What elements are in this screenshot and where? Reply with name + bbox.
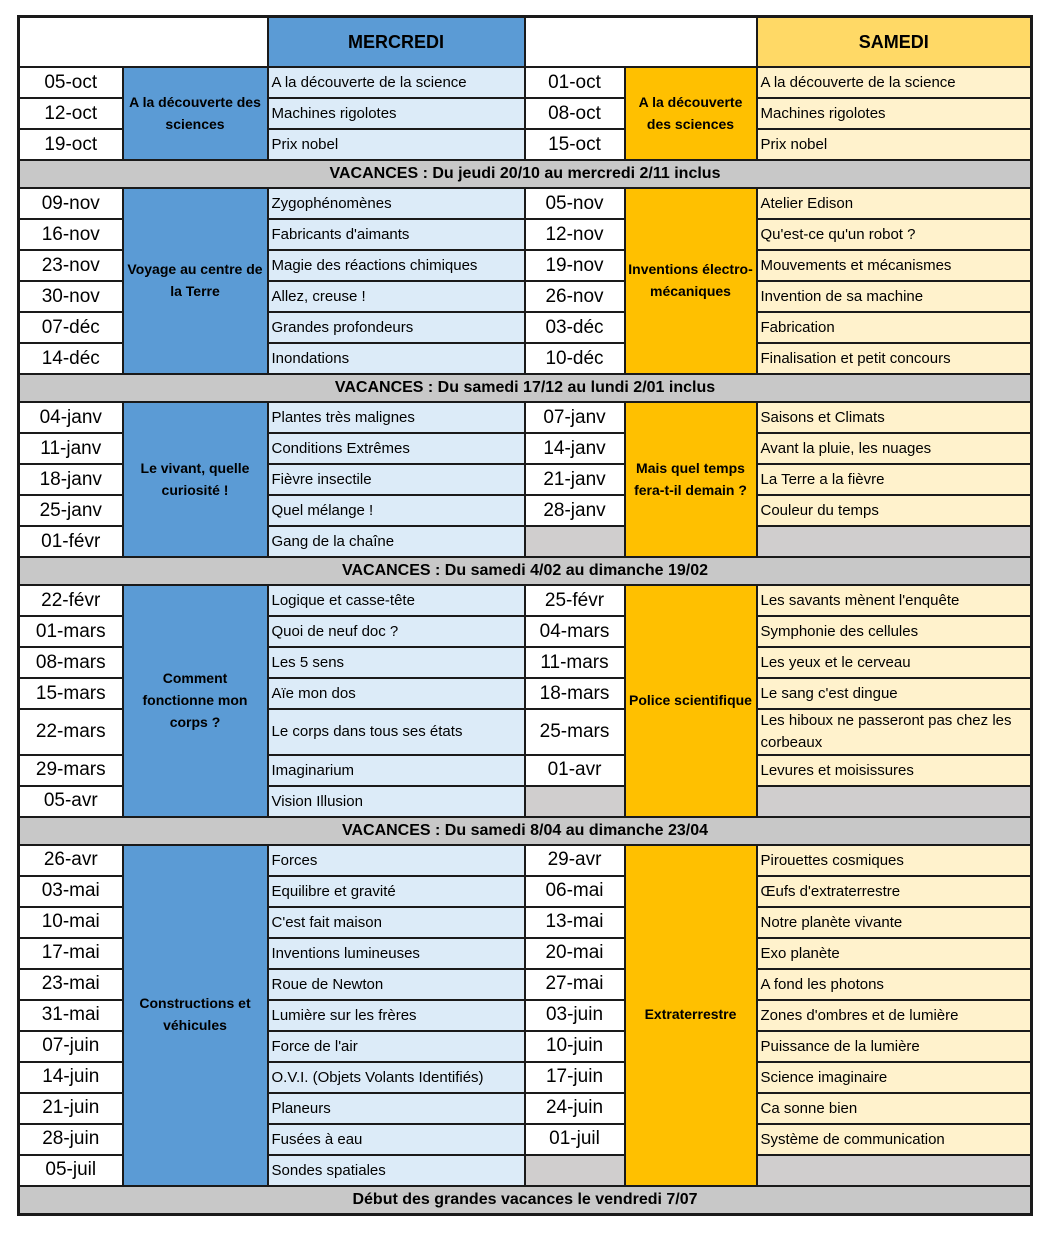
wednesday-topic: Les 5 sens xyxy=(268,647,525,678)
wednesday-date: 25-janv xyxy=(19,495,123,526)
saturday-theme xyxy=(625,67,757,160)
schedule-body xyxy=(19,17,1032,1215)
saturday-topic: Les yeux et le cerveau xyxy=(757,647,1032,678)
vacances-banner: VACANCES : Du samedi 8/04 au dimanche 23/04 xyxy=(19,817,1032,845)
wednesday-date: 08-mars xyxy=(19,647,123,678)
wednesday-date: 14-déc xyxy=(19,343,123,374)
header-mercredi: MERCREDI xyxy=(268,17,525,68)
saturday-date: 12-nov xyxy=(525,219,625,250)
empty-cell xyxy=(525,526,625,557)
saturday-date: 03-juin xyxy=(525,1000,625,1031)
empty-cell xyxy=(757,1155,1032,1186)
empty-cell xyxy=(757,786,1032,817)
wednesday-topic: Fabricants d'aimants xyxy=(268,219,525,250)
wednesday-theme xyxy=(123,67,268,160)
wednesday-topic: Aïe mon dos xyxy=(268,678,525,709)
wednesday-topic: Equilibre et gravité xyxy=(268,876,525,907)
saturday-date: 17-juin xyxy=(525,1062,625,1093)
saturday-date: 05-nov xyxy=(525,188,625,219)
wednesday-theme-label: A la découverte des sciences xyxy=(129,93,261,132)
wednesday-topic: Imaginarium xyxy=(268,755,525,786)
wednesday-date: 18-janv xyxy=(19,464,123,495)
wednesday-date: 01-févr xyxy=(19,526,123,557)
saturday-topic: Avant la pluie, les nuages xyxy=(757,433,1032,464)
saturday-theme-label: Extraterrestre xyxy=(644,1006,737,1023)
saturday-topic: Qu'est-ce qu'un robot ? xyxy=(757,219,1032,250)
wednesday-topic: Quel mélange ! xyxy=(268,495,525,526)
saturday-date: 13-mai xyxy=(525,907,625,938)
wednesday-theme-label: Voyage au centre de la Terre xyxy=(127,261,263,299)
saturday-topic: Prix nobel xyxy=(757,129,1032,160)
saturday-theme xyxy=(625,845,757,1186)
saturday-topic: Système de communication xyxy=(757,1124,1032,1155)
wednesday-topic: C'est fait maison xyxy=(268,907,525,938)
saturday-theme-label: Mais quel temps fera-t-il demain ? xyxy=(634,459,747,498)
vacances-row xyxy=(19,160,1032,188)
saturday-topic: Levures et moisissures xyxy=(757,755,1032,786)
wednesday-topic: Forces xyxy=(268,845,525,876)
saturday-theme-label: Police scientifique xyxy=(629,691,752,708)
saturday-date: 10-juin xyxy=(525,1031,625,1062)
saturday-topic: Puissance de la lumière xyxy=(757,1031,1032,1062)
wednesday-date: 23-mai xyxy=(19,969,123,1000)
vacances-banner: Début des grandes vacances le vendredi 7/07 xyxy=(19,1186,1032,1215)
saturday-date: 19-nov xyxy=(525,250,625,281)
wednesday-date: 23-nov xyxy=(19,250,123,281)
table-row xyxy=(19,845,1032,876)
wednesday-date: 03-mai xyxy=(19,876,123,907)
saturday-date: 11-mars xyxy=(525,647,625,678)
wednesday-topic: Force de l'air xyxy=(268,1031,525,1062)
schedule-table xyxy=(17,15,1033,1216)
wednesday-date: 30-nov xyxy=(19,281,123,312)
wednesday-topic: Conditions Extrêmes xyxy=(268,433,525,464)
wednesday-date: 16-nov xyxy=(19,219,123,250)
table-row xyxy=(19,67,1032,98)
wednesday-theme xyxy=(123,402,268,557)
saturday-topic: Mouvements et mécanismes xyxy=(757,250,1032,281)
saturday-topic: Invention de sa machine xyxy=(757,281,1032,312)
wednesday-topic: Inondations xyxy=(268,343,525,374)
wednesday-topic: A la découverte de la science xyxy=(268,67,525,98)
wednesday-topic: Prix nobel xyxy=(268,129,525,160)
saturday-topic: Science imaginaire xyxy=(757,1062,1032,1093)
header-blank-right xyxy=(525,17,757,68)
wednesday-date: 05-oct xyxy=(19,67,123,98)
wednesday-topic: Inventions lumineuses xyxy=(268,938,525,969)
saturday-date: 29-avr xyxy=(525,845,625,876)
saturday-date: 20-mai xyxy=(525,938,625,969)
wednesday-date: 10-mai xyxy=(19,907,123,938)
saturday-date: 26-nov xyxy=(525,281,625,312)
saturday-topic: Zones d'ombres et de lumière xyxy=(757,1000,1032,1031)
wednesday-theme xyxy=(123,585,268,817)
empty-cell xyxy=(525,786,625,817)
wednesday-topic: Allez, creuse ! xyxy=(268,281,525,312)
saturday-topic: Finalisation et petit concours xyxy=(757,343,1032,374)
wednesday-topic: Planeurs xyxy=(268,1093,525,1124)
wednesday-date: 15-mars xyxy=(19,678,123,709)
vacances-banner: VACANCES : Du samedi 17/12 au lundi 2/01 inclus xyxy=(19,374,1032,402)
saturday-date: 04-mars xyxy=(525,616,625,647)
table-row xyxy=(19,188,1032,219)
wednesday-date: 01-mars xyxy=(19,616,123,647)
wednesday-topic: Gang de la chaîne xyxy=(268,526,525,557)
header-row xyxy=(19,17,1032,68)
saturday-date: 25-févr xyxy=(525,585,625,616)
vacances-row xyxy=(19,817,1032,845)
saturday-date: 07-janv xyxy=(525,402,625,433)
wednesday-date: 26-avr xyxy=(19,845,123,876)
wednesday-topic: Magie des réactions chimiques xyxy=(268,250,525,281)
saturday-topic: Notre planète vivante xyxy=(757,907,1032,938)
saturday-date: 14-janv xyxy=(525,433,625,464)
saturday-topic: Œufs d'extraterrestre xyxy=(757,876,1032,907)
wednesday-date: 07-déc xyxy=(19,312,123,343)
saturday-topic: Les savants mènent l'enquête xyxy=(757,585,1032,616)
vacances-row xyxy=(19,1186,1032,1215)
wednesday-theme-label: Comment fonctionne mon corps ? xyxy=(142,670,248,730)
wednesday-topic: O.V.I. (Objets Volants Identifiés) xyxy=(268,1062,525,1093)
saturday-date: 01-avr xyxy=(525,755,625,786)
wednesday-topic: Vision Illusion xyxy=(268,786,525,817)
saturday-date: 01-oct xyxy=(525,67,625,98)
wednesday-theme xyxy=(123,845,268,1186)
saturday-topic: Machines rigolotes xyxy=(757,98,1032,129)
wednesday-topic: Fièvre insectile xyxy=(268,464,525,495)
wednesday-date: 12-oct xyxy=(19,98,123,129)
saturday-theme-label: A la découverte des sciences xyxy=(638,93,743,132)
wednesday-date: 22-févr xyxy=(19,585,123,616)
header-blank-left xyxy=(19,17,268,68)
wednesday-date: 05-juil xyxy=(19,1155,123,1186)
empty-cell xyxy=(525,1155,625,1186)
saturday-date: 21-janv xyxy=(525,464,625,495)
saturday-topic: A fond les photons xyxy=(757,969,1032,1000)
saturday-topic: Saisons et Climats xyxy=(757,402,1032,433)
wednesday-topic: Grandes profondeurs xyxy=(268,312,525,343)
wednesday-date: 17-mai xyxy=(19,938,123,969)
wednesday-topic: Logique et casse-tête xyxy=(268,585,525,616)
wednesday-topic: Fusées à eau xyxy=(268,1124,525,1155)
wednesday-date: 22-mars xyxy=(19,709,123,755)
wednesday-date: 19-oct xyxy=(19,129,123,160)
table-row xyxy=(19,585,1032,616)
wednesday-topic: Roue de Newton xyxy=(268,969,525,1000)
wednesday-date: 31-mai xyxy=(19,1000,123,1031)
wednesday-theme xyxy=(123,188,268,374)
saturday-date: 08-oct xyxy=(525,98,625,129)
vacances-row xyxy=(19,374,1032,402)
saturday-topic: Fabrication xyxy=(757,312,1032,343)
saturday-topic: Exo planète xyxy=(757,938,1032,969)
wednesday-topic: Quoi de neuf doc ? xyxy=(268,616,525,647)
saturday-date: 15-oct xyxy=(525,129,625,160)
saturday-topic: Le sang c'est dingue xyxy=(757,678,1032,709)
vacances-banner: VACANCES : Du jeudi 20/10 au mercredi 2/11 inclus xyxy=(19,160,1032,188)
wednesday-date: 28-juin xyxy=(19,1124,123,1155)
wednesday-theme-label: Constructions et véhicules xyxy=(139,995,251,1033)
wednesday-date: 14-juin xyxy=(19,1062,123,1093)
wednesday-topic: Zygophénomènes xyxy=(268,188,525,219)
saturday-date: 06-mai xyxy=(525,876,625,907)
wednesday-topic: Sondes spatiales xyxy=(268,1155,525,1186)
wednesday-date: 29-mars xyxy=(19,755,123,786)
table-row xyxy=(19,402,1032,433)
saturday-topic: Atelier Edison xyxy=(757,188,1032,219)
saturday-theme xyxy=(625,402,757,557)
saturday-date: 01-juil xyxy=(525,1124,625,1155)
saturday-topic: Symphonie des cellules xyxy=(757,616,1032,647)
vacances-row xyxy=(19,557,1032,585)
saturday-date: 24-juin xyxy=(525,1093,625,1124)
saturday-topic: A la découverte de la science xyxy=(757,67,1032,98)
vacances-banner: VACANCES : Du samedi 4/02 au dimanche 19/02 xyxy=(19,557,1032,585)
saturday-topic: La Terre a la fièvre xyxy=(757,464,1032,495)
wednesday-topic: Le corps dans tous ses états xyxy=(268,709,525,755)
header-samedi: SAMEDI xyxy=(757,17,1032,68)
wednesday-date: 09-nov xyxy=(19,188,123,219)
wednesday-topic: Plantes très malignes xyxy=(268,402,525,433)
wednesday-date: 07-juin xyxy=(19,1031,123,1062)
saturday-topic: Couleur du temps xyxy=(757,495,1032,526)
saturday-date: 10-déc xyxy=(525,343,625,374)
empty-cell xyxy=(757,526,1032,557)
wednesday-date: 11-janv xyxy=(19,433,123,464)
saturday-date: 03-déc xyxy=(525,312,625,343)
saturday-topic: Les hiboux ne passeront pas chez les corbeaux xyxy=(757,709,1032,755)
wednesday-theme-label: Le vivant, quelle curiosité ! xyxy=(140,459,250,498)
saturday-theme-label: Inventions électro-mécaniques xyxy=(628,261,753,299)
saturday-date: 18-mars xyxy=(525,678,625,709)
saturday-date: 25-mars xyxy=(525,709,625,755)
saturday-theme xyxy=(625,585,757,817)
saturday-theme xyxy=(625,188,757,374)
saturday-topic: Ca sonne bien xyxy=(757,1093,1032,1124)
wednesday-date: 04-janv xyxy=(19,402,123,433)
saturday-date: 28-janv xyxy=(525,495,625,526)
wednesday-date: 05-avr xyxy=(19,786,123,817)
saturday-topic: Pirouettes cosmiques xyxy=(757,845,1032,876)
saturday-date: 27-mai xyxy=(525,969,625,1000)
wednesday-topic: Lumière sur les frères xyxy=(268,1000,525,1031)
wednesday-date: 21-juin xyxy=(19,1093,123,1124)
wednesday-topic: Machines rigolotes xyxy=(268,98,525,129)
